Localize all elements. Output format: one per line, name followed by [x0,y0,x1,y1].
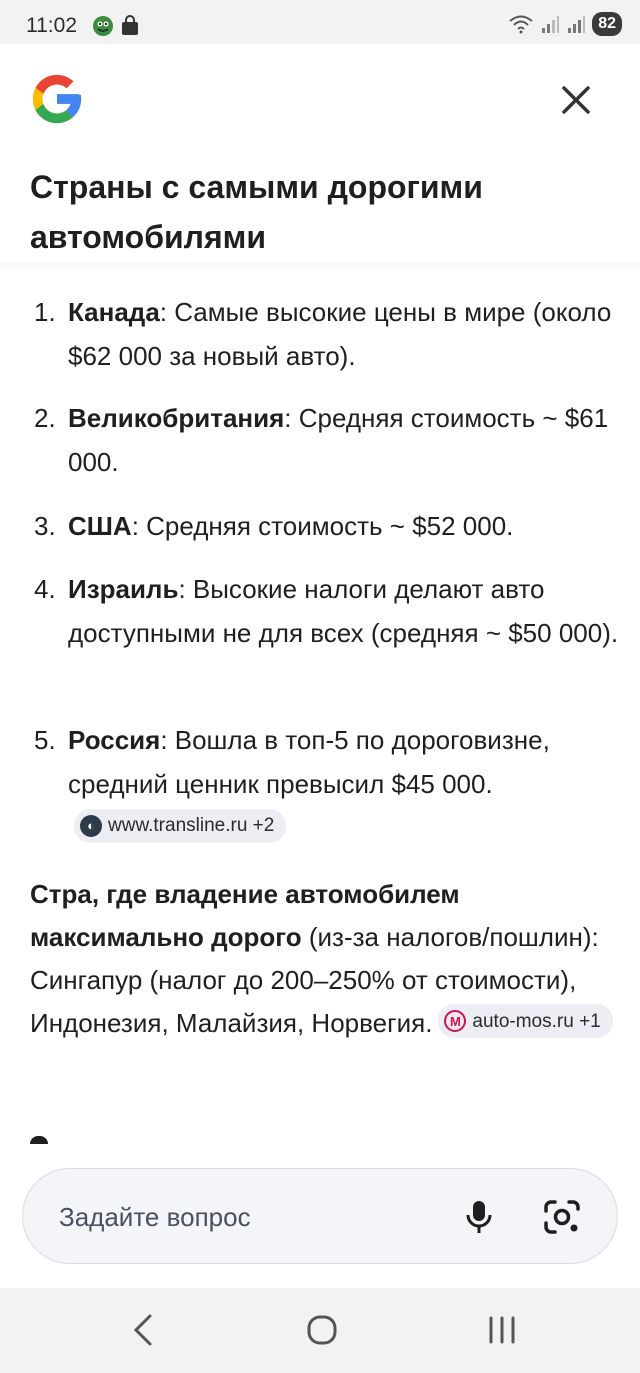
status-time: 11:02 [26,14,77,37]
list-item-text: : Самые высокие цены в мире (около $62 000 за новый авто). [68,297,612,371]
list-item-country: Израиль [68,574,179,604]
signal-icon-1 [540,14,560,34]
cut-off-text [30,1136,48,1144]
ask-placeholder: Задайте вопрос [59,1202,251,1232]
battery-indicator: 82 [592,12,622,36]
google-logo-icon [28,70,86,128]
close-icon[interactable] [558,82,594,118]
page-title: Страны с самыми дорогими автомобилями [30,169,483,255]
system-nav-bar [0,1288,640,1373]
auto-mos-logo-icon: M [444,1010,466,1032]
source-chip[interactable] [74,809,286,843]
back-icon[interactable] [128,1312,158,1348]
status-left-icons [92,15,140,37]
status-right [508,12,622,36]
list-item-text: : Вошла в топ-5 по дороговизне, средний ценник превысил $45 000. [68,725,550,799]
list-item-text: : Средняя стоимость ~ $52 000. [131,511,514,541]
list-item-country: Великобритания [68,403,285,433]
list-item-number: 2. [34,403,56,433]
transline-logo-icon: ◐ [80,815,102,837]
ask-input[interactable] [22,1168,618,1264]
source-chip-label: auto-mos.ru +1 [472,1010,601,1032]
list-item-number: 1. [34,297,56,327]
google-lens-icon[interactable] [541,1197,583,1237]
shopping-bag-icon [120,15,140,37]
paragraph-bold: Стра, где владение автомобилем максимально дорого [30,879,460,952]
list-item-number: 3. [34,511,56,541]
list-item-text: : Средняя стоимость ~ $61 000. [68,403,609,477]
list-item-number: 4. [34,574,56,604]
paragraph-text: (из-за налогов/пошлин): Сингапур (налог до 200–250% от стоимости), Индонезия, Малайзия, Норвегия. [30,922,599,1038]
status-bar [0,0,640,44]
list-item-country: Канада [68,297,160,327]
app-notification-icon [92,15,114,37]
list-item-number: 5. [34,725,56,755]
home-icon[interactable] [306,1314,338,1346]
answer-paragraph [30,873,620,1045]
source-chip[interactable] [438,1004,612,1038]
list-item-country: Россия [68,725,161,755]
source-chip-label: www.transline.ru +2 [108,815,275,837]
top-bar [0,44,640,154]
divider [0,262,640,272]
signal-icon-2 [566,14,586,34]
microphone-icon[interactable] [459,1197,499,1237]
wifi-icon [508,14,534,34]
list-item-country: США [68,511,132,541]
recent-apps-icon[interactable] [486,1314,518,1346]
list-item-text: : Высокие налоги делают авто доступными не для всех (средняя ~ $50 000). [68,574,619,648]
